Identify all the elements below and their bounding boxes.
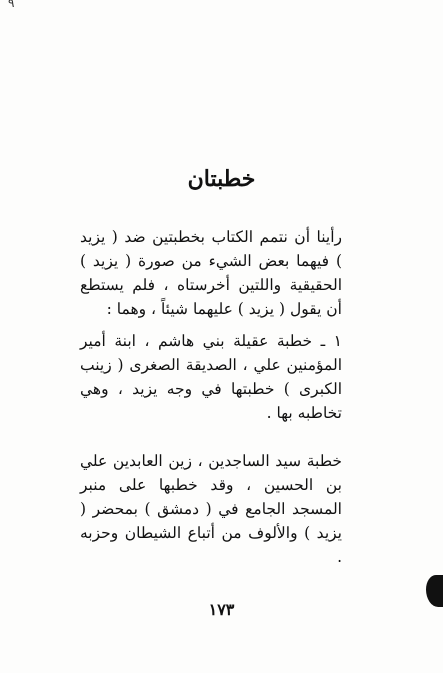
corner-mark: ٩: [8, 0, 15, 10]
page-number: ١٧٣: [208, 600, 235, 619]
body-text: [80, 225, 342, 569]
paragraph-second-sermon: خطبة سيد الساجدين ، زين العابدين علي بن الحسين ، وقد خطبها على منبر المسجد الجامع في ( دمشق ) بمحضر ( يزيد ) والألوف من أتباع الشيطان وحزبه .: [80, 452, 342, 566]
paragraph-intro: رأينا أن نتمم الكتاب بخطبتين ضد ( يزيد ) فيهما بعض الشيء من صورة ( يزيد ) الحقيقية واللتين أخرستاه ، فلم يستطع أن يقول ( يزيد ) عليهما شيئاً ، وهما :: [80, 228, 342, 318]
paragraph-first-sermon: ١ ـ خطبة عقيلة بني هاشم ، ابنة أمير المؤمنين علي ، الصديقة الصغرى ( زينب الكبرى ) خطبتها في وجه يزيد ، وهي تخاطبه بها .: [80, 332, 342, 422]
page-title: خطبتان: [187, 166, 256, 192]
